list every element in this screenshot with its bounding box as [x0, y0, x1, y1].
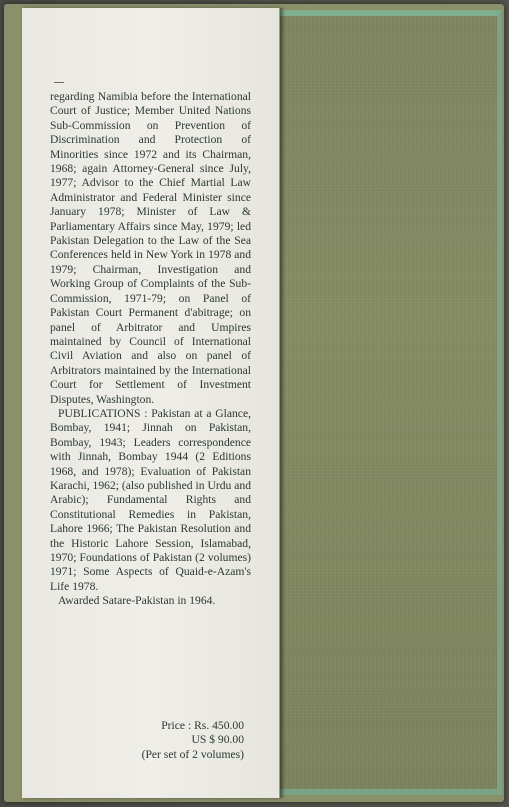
publications-paragraph: PUBLICATIONS : Pakistan at a Glance, Bombay, 1941; Jinnah on Pakistan, Bombay, 1943; Leaders correspondence with Jinnah, Bombay 1944 (2 Editions 1968, and 1978); Evaluation of Pakistan Karachi, 1962; (also published in Urdu and Arabic); Fundamental Rights and Constitutional Remedies in Pakistan, Lahore 1966; The Pakistan Resolution and the Historic Lahore Session, Islamabad, 1970; Foundations of Pakistan (2 volumes) 1971; Some Aspects of Quaid-e-Azam's Life 1978. — [50, 406, 251, 593]
biography-paragraph: regarding Namibia before the International Court of Justice; Member United Nations Sub-Commission on Prevention of Discrimination and Protection of Minorities since 1972 and its Chairman, 1968; again Attorney-General since July, 1977; Advisor to the Chief Martial Law Administrator and Federal Minister since January 1978; Minister of Law & Parliamentary Affairs since May, 1979; led Pakistan Delegation to the Law of the Sea Conferences held in New York in 1978 and 1979; Chairman, Investigation and Working Group of Complaints of the Sub-Commission, 1971-79; on Panel of Pakistan Court Permanent d'abitrage; on panel of Arbitrator and Umpires maintained by Council of International Civil Aviation and also on panel of Arbitrators maintained by the International Court for Settlement of Investment Disputes, Washington. — [50, 90, 251, 406]
price-dollars: US $ 90.00 — [191, 733, 244, 747]
pencil-mark — [54, 82, 64, 83]
price-note: (Per set of 2 volumes) — [141, 747, 244, 761]
award-line: Awarded Satare-Pakistan in 1964. — [58, 594, 216, 608]
dust-jacket-flap — [22, 8, 280, 798]
cloth-cover-panel — [270, 10, 502, 795]
flap-shadow — [279, 8, 285, 798]
price-block — [142, 719, 244, 762]
price-rupees: Price : Rs. 450.00 — [161, 719, 244, 732]
flap-text-block — [50, 90, 251, 609]
